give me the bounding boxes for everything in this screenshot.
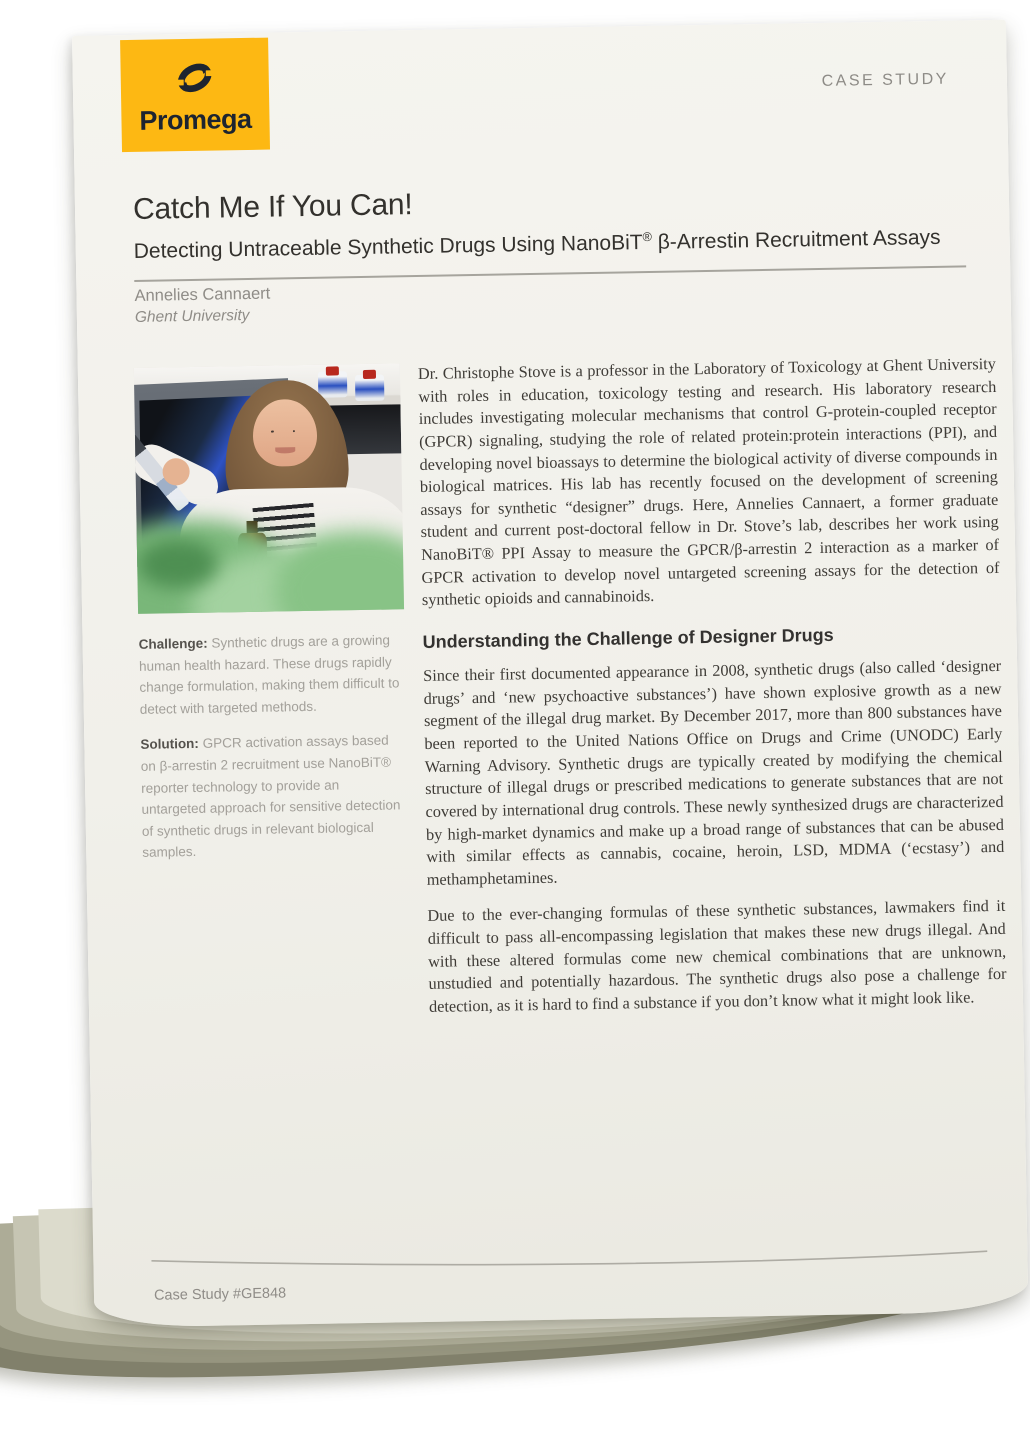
paragraph-designer-drugs: Since their first documented appearance in 2008, synthetic drugs (also called ‘designer drugs’ and ‘new psychoactive substances’) have shown explosive growth as a new segment of the illegal drug market. By December 2017, more than 800 substances have been reported to the United Nations Office on Drugs and Crime (UNODC) Early Warning Advisory. Synthetic drugs are typically created by modifying the chemical structure of illegal drugs or prescribed medications to generate substances that are not covered by international drug controls. These newly synthesized drugs are characterized by high-market dynamics and make up a broad range of substances that can be abused with similar effects as cannabis, cocaine, heroin, LSD, MDMA (‘ecstasy’) and methamphetamines. — [423, 655, 1005, 889]
photo-wash-bottle — [317, 372, 347, 398]
photo-eye — [293, 430, 296, 433]
photo-eye — [271, 431, 274, 434]
section-heading: Understanding the Challenge of Designer Drugs — [422, 624, 834, 653]
promega-logo — [120, 38, 270, 153]
registered-mark: ® — [642, 229, 652, 245]
footer-doc-number: Case Study #GE848 — [153, 1285, 287, 1304]
page-title: Catch Me If You Can! — [132, 188, 413, 226]
photo-bottle-cap — [325, 367, 338, 376]
solution-note — [140, 730, 408, 864]
paragraph-intro: Dr. Christophe Stove is a professor in the Laboratory of Toxicology at Ghent University with roles in education, toxicology testing and research. His laboratory research includes investigating molecular mechanisms that control G-protein-coupled receptor (GPCR) signaling, studying the role of related protein:protein interactions (PPI), and developing novel bioassays to determine the biological activity of diverse compounds in biological matrices. His lab has recently focused on the development of screening assays for synthetic “designer” drugs. Here, Annelies Cannaert, a former graduate student and current post-doctoral fellow in Dr. Stove’s lab, describes her work using NanoBiT® PPI Assay to measure the GPCR/β-arrestin 2 interaction as a marker of GPCR activation to develop novel untargeted screening assays for the detection of synthetic opioids and cannabinoids. — [417, 353, 1000, 610]
challenge-note — [138, 629, 405, 720]
author-affiliation: Ghent University — [134, 306, 250, 326]
promega-logo-text: Promega — [139, 103, 252, 136]
photo-bottle-cap — [363, 370, 376, 379]
challenge-text: Synthetic drugs are a growing human health hazard. These drugs rapidly change formulation, making them difficult to detect with targeted methods. — [138, 632, 400, 717]
content-columns — [134, 353, 1008, 1038]
doc-type-label: CASE STUDY — [821, 70, 950, 90]
article-column — [418, 353, 1008, 1033]
subtitle-text-tail: β-Arrestin Recruitment Assays — [651, 225, 941, 254]
solution-label: Solution: — [140, 736, 199, 753]
photo-smile — [275, 447, 296, 453]
footer-rule — [151, 1242, 987, 1279]
case-study-page — [72, 20, 1028, 1328]
paragraph-lawmakers: Due to the ever-changing formulas of these synthetic substances, lawmakers find it difficult to pass all-encompassing legislation that makes these new drugs illegal. And with these altered formulas come new chemical combinations that are unknown, unstudied and potentially hazardous. The synthetic drugs also pose a challenge for detection, as it is hard to find a substance if you don’t know what it might look like. — [427, 896, 1007, 1016]
lab-photo — [134, 363, 404, 614]
photo-wash-bottle — [355, 375, 385, 401]
challenge-label: Challenge: — [138, 635, 208, 652]
author-block — [134, 285, 270, 327]
sidebar-column — [134, 363, 412, 1037]
page-footer — [151, 1242, 988, 1304]
subtitle-text: Detecting Untraceable Synthetic Drugs Using NanoBiT — [133, 231, 643, 263]
title-divider — [134, 265, 966, 282]
solution-text: GPCR activation assays based on β-arrestin 2 recruitment use NanoBiT® reporter technology to provide an untargeted approach for sensitive detection of synthetic drugs in relevant biological samples. — [140, 732, 401, 861]
title-block — [133, 178, 966, 282]
promega-swirl-icon — [171, 54, 218, 101]
author-name: Annelies Cannaert — [134, 284, 271, 305]
page-subtitle — [134, 224, 966, 264]
